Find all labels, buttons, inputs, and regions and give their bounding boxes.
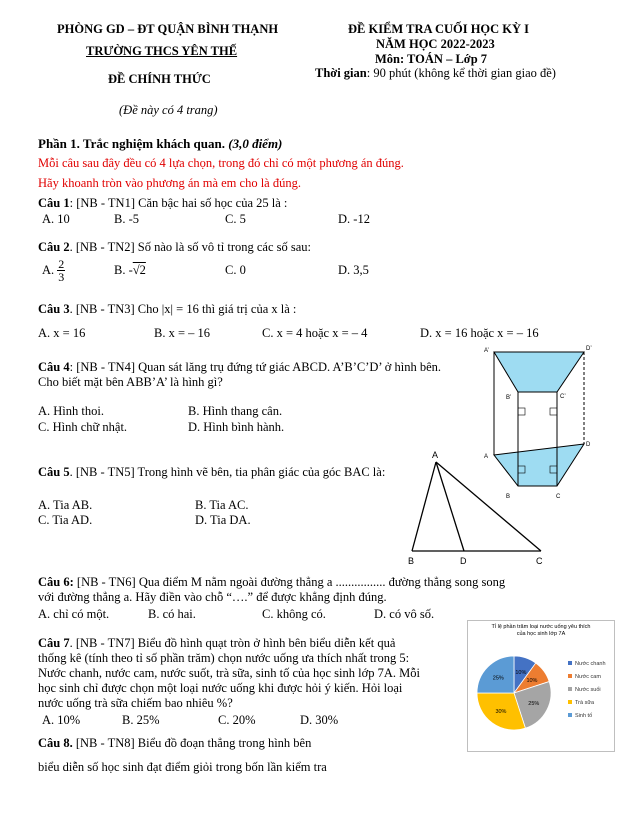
legend-label: Trà sữa xyxy=(575,700,595,706)
part1-points: (3,0 điểm) xyxy=(228,136,283,151)
q5-option-b[interactable]: B. Tia AC. xyxy=(195,498,249,512)
legend-label: Nước cam xyxy=(575,674,601,680)
q1-option-d[interactable]: D. -12 xyxy=(338,212,370,226)
q2-a-fraction xyxy=(57,258,65,283)
q1-label: Câu 1 xyxy=(38,196,70,210)
legend-swatch xyxy=(568,687,572,691)
q5-label: Câu 5 xyxy=(38,465,70,479)
subject-grade: Môn: TOÁN – Lớp 7 xyxy=(375,52,488,66)
q8-text-1: [NB - TN8] Biểu đồ đoạn thẳng trong hình bên xyxy=(72,736,312,750)
question-5 xyxy=(38,465,385,480)
part1-title: Phần 1. Trắc nghiệm khách quan. xyxy=(38,136,225,151)
q5-option-c[interactable]: C. Tia AD. xyxy=(38,513,93,527)
q3-option-b[interactable]: B. x = – 16 xyxy=(154,326,211,340)
time-label: Thời gian xyxy=(315,66,367,80)
q5-text: . [NB - TN5] Trong hình vẽ bên, tia phân giác của góc BAC là: xyxy=(69,465,386,479)
q1-option-c[interactable]: C. 5 xyxy=(225,212,246,226)
page-count-note: (Đề này có 4 trang) xyxy=(119,103,218,117)
q7-line-4: học sinh chỉ được chọn một loại nước uống khi được hỏi ý kiến. Hỏi loại xyxy=(38,681,403,695)
q8-text-2: biểu diễn số học sinh đạt điểm giỏi trong bốn lần kiểm tra xyxy=(38,760,327,774)
q3-text-post: = 16 thì giá trị của x là : xyxy=(173,302,297,316)
part1-instruction-2: Hãy khoanh tròn vào phương án mà em cho là đúng. xyxy=(38,176,301,190)
q4-option-a[interactable]: A. Hình thoi. xyxy=(38,404,104,418)
q6-text-2: với đường thẳng a. Hãy điền vào chỗ “….” để được khẳng định đúng. xyxy=(38,590,387,604)
school-name: TRƯỜNG THCS YÊN THẾ xyxy=(86,44,238,58)
pie-data-label: 10% xyxy=(515,669,527,676)
q7-line-2: thống kê (tính theo tỉ số phần trăm) chọn nước uống ưa thích nhất trong 5: xyxy=(38,651,410,665)
part1-instruction-1: Mỗi câu sau đây đều có 4 lựa chọn, trong đó chỉ có một phương án đúng. xyxy=(38,156,404,170)
label-c1: C’ xyxy=(560,394,566,400)
exam-title: ĐỀ KIỂM TRA CUỐI HỌC KỲ I xyxy=(348,22,530,36)
q1-option-b[interactable]: B. -5 xyxy=(114,212,139,226)
q6-text-1: [NB - TN6] Qua điểm M nằm ngoài đường thẳng a ................ đường thẳng song song xyxy=(73,575,506,589)
q3-label: Câu 3 xyxy=(38,302,70,316)
prism-top-face xyxy=(494,352,584,392)
side-ab xyxy=(412,462,436,551)
legend-swatch xyxy=(568,661,572,665)
part1-heading xyxy=(38,136,282,152)
q4-option-b[interactable]: B. Hình thang cân. xyxy=(188,404,283,418)
right-angle-mark xyxy=(518,408,525,415)
question-2 xyxy=(38,240,311,255)
question-7 xyxy=(38,636,395,651)
q2-a-numerator: 2 xyxy=(58,257,65,271)
q2-a-prefix: A. xyxy=(42,263,55,277)
pie-title-line-2: của học sinh lớp 7A xyxy=(516,631,566,637)
q4-text-2: Cho biết mặt bên ABB’A’ là hình gì? xyxy=(38,375,223,389)
right-angle-mark xyxy=(550,408,557,415)
pie-data-label: 10% xyxy=(526,677,538,684)
q5-option-d[interactable]: D. Tia DA. xyxy=(195,513,251,527)
question-8 xyxy=(38,736,311,751)
label-a: A xyxy=(484,454,489,460)
label-d1: D’ xyxy=(586,346,592,352)
q8-label: Câu 8. xyxy=(38,736,73,750)
question-1 xyxy=(38,196,287,211)
legend-label: Nước chanh xyxy=(575,661,606,667)
q4-option-c[interactable]: C. Hình chữ nhật. xyxy=(38,420,128,434)
school-dept: PHÒNG GD – ĐT QUẬN BÌNH THẠNH xyxy=(57,22,279,36)
q7-option-c[interactable]: C. 20% xyxy=(218,713,256,727)
legend-label: Sinh tố xyxy=(575,713,593,719)
q3-text-pre: . [NB - TN3] Cho xyxy=(69,302,162,316)
q7-line-5: nước uống trà sữa chiếm bao nhiêu %? xyxy=(38,696,233,710)
time-value: : 90 phút (không kể thời gian giao đề) xyxy=(366,66,556,80)
q2-a-denominator: 3 xyxy=(58,270,65,284)
q2-option-a[interactable] xyxy=(42,258,65,283)
label-c: C xyxy=(556,494,561,500)
q3-option-c[interactable]: C. x = 4 hoặc x = – 4 xyxy=(262,326,368,340)
label-c: C xyxy=(536,556,543,566)
q6-option-b[interactable]: B. có hai. xyxy=(148,607,196,621)
pie-title-line-1: Tỉ lệ phần trăm loại nước uống yêu thích xyxy=(491,624,591,630)
q5-option-a[interactable]: A. Tia AB. xyxy=(38,498,93,512)
q2-option-d[interactable]: D. 3,5 xyxy=(338,263,369,277)
q3-option-d[interactable]: D. x = 16 hoặc x = – 16 xyxy=(420,326,539,340)
pie-data-label: 30% xyxy=(495,708,507,715)
q2-option-c[interactable]: C. 0 xyxy=(225,263,246,277)
legend-swatch xyxy=(568,674,572,678)
legend-swatch xyxy=(568,700,572,704)
q1-text: : [NB - TN1] Căn bậc hai số học của 25 là : xyxy=(69,196,288,210)
q4-text-1: : [NB - TN4] Quan sát lăng trụ đứng tứ giác ABCD. A’B’C’D’ ở hình bên. xyxy=(69,360,442,374)
q6-option-a[interactable]: A. chỉ có một. xyxy=(38,607,110,621)
q7-line-1: . [NB - TN7] Biểu đồ hình quạt tròn ở hình bên biểu diễn kết quả xyxy=(69,636,396,650)
q3-abs-x: |x| xyxy=(161,302,174,316)
label-d: D xyxy=(586,442,591,448)
q1-option-a[interactable]: A. 10 xyxy=(42,212,70,226)
q7-line-3: Nước chanh, nước cam, nước suốt, trà sữa, sinh tố của học sinh lớp 7A. Mỗi xyxy=(38,666,420,680)
label-b1: B’ xyxy=(506,395,512,401)
legend-swatch xyxy=(568,713,572,717)
label-a1: A’ xyxy=(484,348,489,354)
q2-option-b[interactable] xyxy=(114,263,146,278)
label-b: B xyxy=(506,494,511,500)
ray-ad xyxy=(436,462,464,551)
pie-chart xyxy=(468,621,614,751)
q2-b-value: √2 xyxy=(132,263,146,277)
q3-option-a[interactable]: A. x = 16 xyxy=(38,326,86,340)
q7-label: Câu 7 xyxy=(38,636,70,650)
question-4 xyxy=(38,360,441,375)
triangle-figure xyxy=(400,448,560,570)
q2-label: Câu 2 xyxy=(38,240,70,254)
question-6 xyxy=(38,575,505,590)
q7-option-b[interactable]: B. 25% xyxy=(122,713,160,727)
q7-option-d[interactable]: D. 30% xyxy=(300,713,339,727)
pie-chart-box xyxy=(467,620,615,752)
side-ac xyxy=(436,462,541,551)
q7-option-a[interactable]: A. 10% xyxy=(42,713,81,727)
exam-time xyxy=(315,66,556,81)
q2-text: . [NB - TN2] Số nào là số vô tỉ trong các số sau: xyxy=(69,240,312,254)
pie-data-label: 25% xyxy=(492,675,504,682)
official-exam-label: ĐỀ CHÍNH THỨC xyxy=(108,72,211,86)
q6-label: Câu 6: xyxy=(38,575,74,589)
school-year: NĂM HỌC 2022-2023 xyxy=(376,37,495,51)
q4-label: Câu 4 xyxy=(38,360,70,374)
label-a: A xyxy=(432,450,439,460)
q6-option-d[interactable]: D. có vô số. xyxy=(374,607,435,621)
q6-option-c[interactable]: C. không có. xyxy=(262,607,326,621)
q2-b-prefix: B. - xyxy=(114,263,133,277)
q4-option-d[interactable]: D. Hình bình hành. xyxy=(188,420,285,434)
label-d: D xyxy=(460,556,467,566)
legend-label: Nước suối xyxy=(575,687,601,693)
pie-data-label: 25% xyxy=(528,701,540,708)
question-3 xyxy=(38,302,296,317)
label-b: B xyxy=(408,556,415,566)
